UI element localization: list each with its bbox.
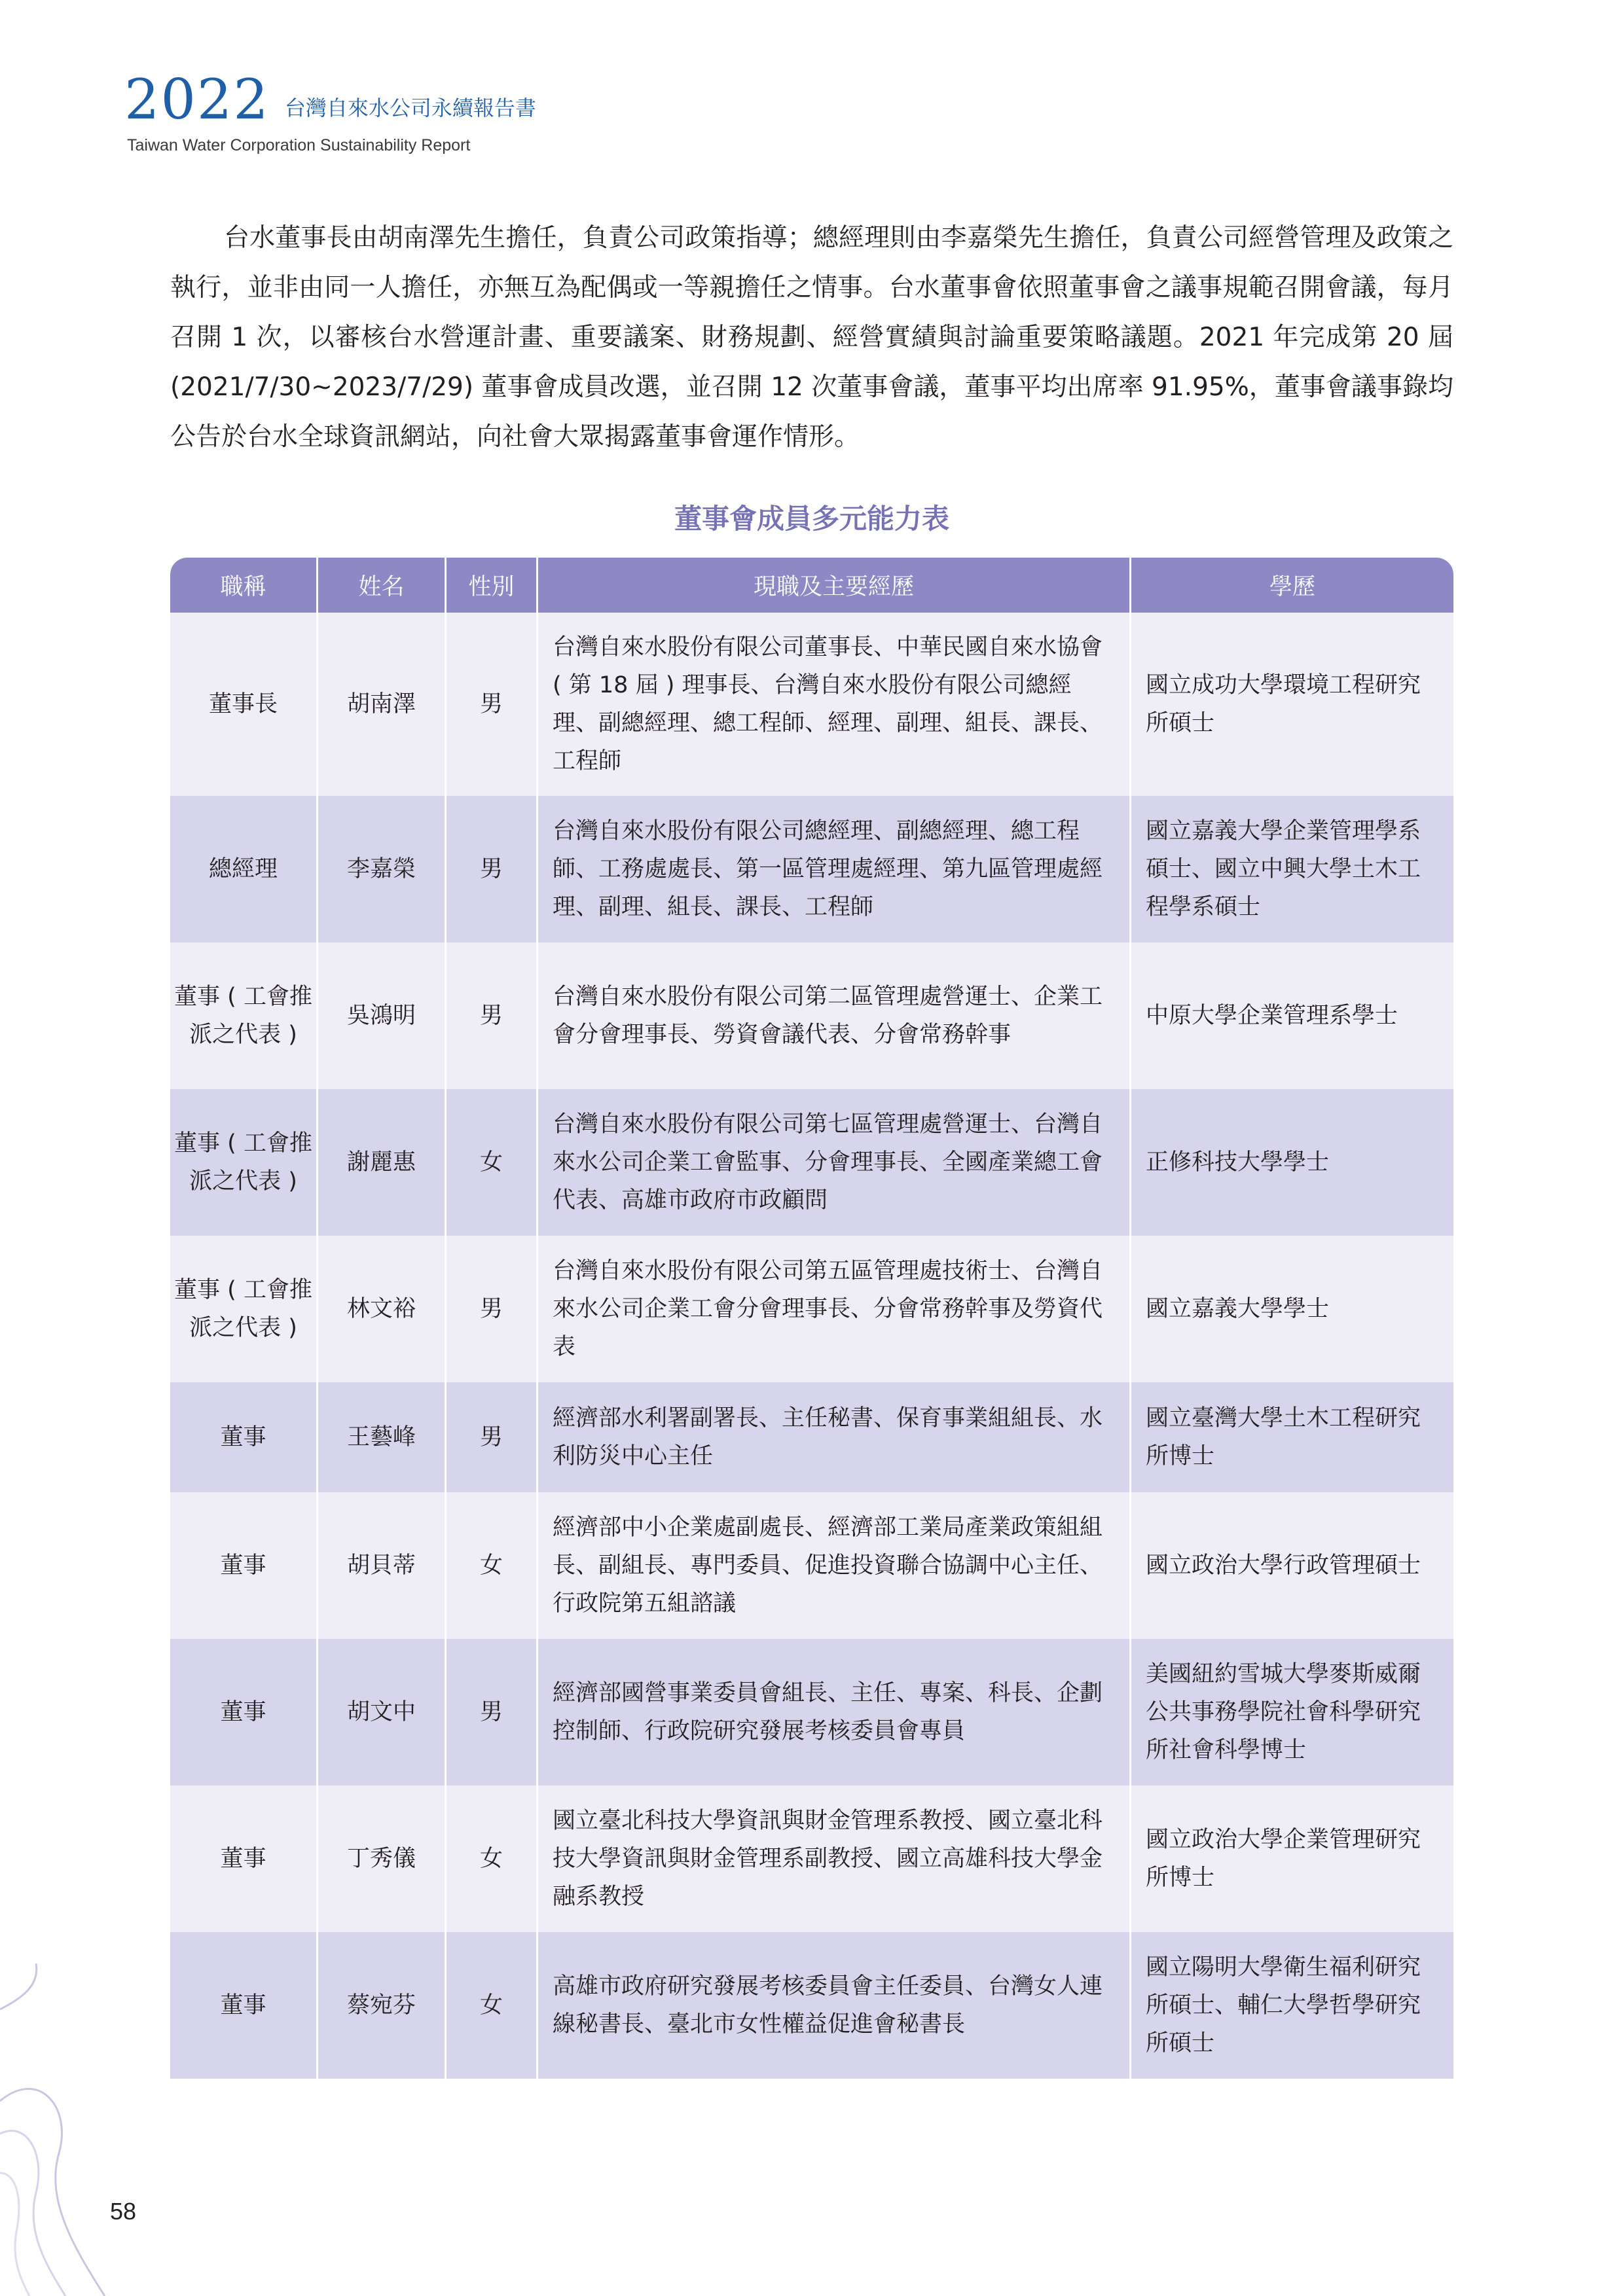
- cell-title: 董事: [170, 1785, 318, 1932]
- table-row: [170, 1639, 1453, 1785]
- table-row: [170, 942, 1453, 1089]
- cell-gender: 男: [447, 613, 538, 796]
- report-year: 2022: [124, 67, 270, 132]
- cell-name: 王藝峰: [318, 1382, 447, 1492]
- intro-paragraph: [170, 213, 1453, 462]
- page-number: 58: [110, 2198, 137, 2225]
- cell-experience: 高雄市政府研究發展考核委員會主任委員、台灣女人連線秘書長、臺北市女性權益促進會秘書長: [538, 1932, 1131, 2079]
- cell-education: 國立陽明大學衛生福利研究所碩士、輔仁大學哲學研究所碩士: [1131, 1932, 1453, 2079]
- table-row: [170, 1492, 1453, 1639]
- cell-title: 董事 ( 工會推派之代表 ): [170, 1236, 318, 1382]
- cell-education: 國立政治大學企業管理研究所博士: [1131, 1785, 1453, 1932]
- cell-experience: 台灣自來水股份有限公司第二區管理處營運士、企業工會分會理事長、勞資會議代表、分會常務幹事: [538, 942, 1131, 1089]
- cell-gender: 女: [447, 1089, 538, 1236]
- cell-gender: 男: [447, 796, 538, 942]
- report-header: [124, 67, 536, 155]
- board-members-table: [170, 558, 1453, 2079]
- cell-experience: 台灣自來水股份有限公司董事長、中華民國自來水協會 ( 第 18 屆 ) 理事長、台灣自來水股份有限公司總經理、副總經理、總工程師、經理、副理、組長、課長、工程師: [538, 613, 1131, 796]
- cell-gender: 男: [447, 1236, 538, 1382]
- intro-paragraph-text: 台水董事長由胡南澤先生擔任，負責公司政策指導；總經理則由李嘉榮先生擔任，負責公司經營管理及政策之執行，並非由同一人擔任，亦無互為配偶或一等親擔任之情事。台水董事會依照董事會之議事規範召開會議，每月召開 1 次，以審核台水營運計畫、重要議案、財務規劃、經營實績與討論重要策略議題。2021 年完成第 20 屆 (2021/7/30~2023/7/29) 董事會成員改選，並召開 12 次董事會議，董事平均出席率 91.95%，董事會議事錄均公告於台水全球資訊網站，向社會大眾揭露董事會運作情形。: [170, 223, 1453, 452]
- cell-title: 董事: [170, 1639, 318, 1785]
- cell-name: 蔡宛芬: [318, 1932, 447, 2079]
- cell-title: 董事 ( 工會推派之代表 ): [170, 1089, 318, 1236]
- header-title: 職稱: [170, 558, 318, 613]
- cell-gender: 女: [447, 1932, 538, 2079]
- cell-experience: 國立臺北科技大學資訊與財金管理系教授、國立臺北科技大學資訊與財金管理系副教授、國立高雄科技大學金融系教授: [538, 1785, 1131, 1932]
- table-row: [170, 1089, 1453, 1236]
- cell-experience: 經濟部中小企業處副處長、經濟部工業局產業政策組組長、副組長、專門委員、促進投資聯合協調中心主任、行政院第五組諮議: [538, 1492, 1131, 1639]
- cell-name: 胡文中: [318, 1639, 447, 1785]
- cell-name: 丁秀儀: [318, 1785, 447, 1932]
- table-row: [170, 613, 1453, 796]
- cell-education: 美國紐約雪城大學麥斯威爾公共事務學院社會科學研究所社會科學博士: [1131, 1639, 1453, 1785]
- report-subtitle: Taiwan Water Corporation Sustainability Report: [127, 136, 471, 154]
- cell-experience: 經濟部國營事業委員會組長、主任、專案、科長、企劃控制師、行政院研究發展考核委員會專員: [538, 1639, 1131, 1785]
- table-title: 董事會成員多元能力表: [674, 503, 949, 535]
- table-body: [170, 613, 1453, 2079]
- cell-title: 董事長: [170, 613, 318, 796]
- cell-education: 正修科技大學學士: [1131, 1089, 1453, 1236]
- wave-lines-icon: [0, 1937, 111, 2296]
- cell-education: 國立成功大學環境工程研究所碩士: [1131, 613, 1453, 796]
- cell-education: 國立嘉義大學企業管理學系碩士、國立中興大學土木工程學系碩士: [1131, 796, 1453, 942]
- cell-name: 李嘉榮: [318, 796, 447, 942]
- cell-gender: 男: [447, 942, 538, 1089]
- cell-gender: 女: [447, 1785, 538, 1932]
- cell-title: 董事: [170, 1932, 318, 2079]
- table-header-row: [170, 558, 1453, 613]
- cell-education: 中原大學企業管理系學士: [1131, 942, 1453, 1089]
- report-title: 台灣自來水公司永續報告書: [284, 96, 536, 120]
- cell-title: 董事: [170, 1492, 318, 1639]
- cell-experience: 經濟部水利署副署長、主任秘書、保育事業組組長、水利防災中心主任: [538, 1382, 1131, 1492]
- cell-gender: 女: [447, 1492, 538, 1639]
- cell-name: 胡南澤: [318, 613, 447, 796]
- cell-name: 吳鴻明: [318, 942, 447, 1089]
- cell-education: 國立臺灣大學土木工程研究所博士: [1131, 1382, 1453, 1492]
- table-row: [170, 1932, 1453, 2079]
- header-gender: 性別: [447, 558, 538, 613]
- cell-education: 國立政治大學行政管理碩士: [1131, 1492, 1453, 1639]
- cell-experience: 台灣自來水股份有限公司第七區管理處營運士、台灣自來水公司企業工會監事、分會理事長、全國產業總工會代表、高雄市政府市政顧問: [538, 1089, 1131, 1236]
- header-name: 姓名: [318, 558, 447, 613]
- cell-experience: 台灣自來水股份有限公司第五區管理處技術士、台灣自來水公司企業工會分會理事長、分會常務幹事及勞資代表: [538, 1236, 1131, 1382]
- cell-gender: 男: [447, 1639, 538, 1785]
- cell-education: 國立嘉義大學學士: [1131, 1236, 1453, 1382]
- header-experience: 現職及主要經歷: [538, 558, 1131, 613]
- cell-name: 謝麗惠: [318, 1089, 447, 1236]
- cell-title: 總經理: [170, 796, 318, 942]
- table-row: [170, 1236, 1453, 1382]
- table-row: [170, 1382, 1453, 1492]
- cell-title: 董事: [170, 1382, 318, 1492]
- table-row: [170, 1785, 1453, 1932]
- cell-name: 胡貝蒂: [318, 1492, 447, 1639]
- header-education: 學歷: [1131, 558, 1453, 613]
- table-row: [170, 796, 1453, 942]
- cell-name: 林文裕: [318, 1236, 447, 1382]
- cell-gender: 男: [447, 1382, 538, 1492]
- cell-experience: 台灣自來水股份有限公司總經理、副總經理、總工程師、工務處處長、第一區管理處經理、第九區管理處經理、副理、組長、課長、工程師: [538, 796, 1131, 942]
- cell-title: 董事 ( 工會推派之代表 ): [170, 942, 318, 1089]
